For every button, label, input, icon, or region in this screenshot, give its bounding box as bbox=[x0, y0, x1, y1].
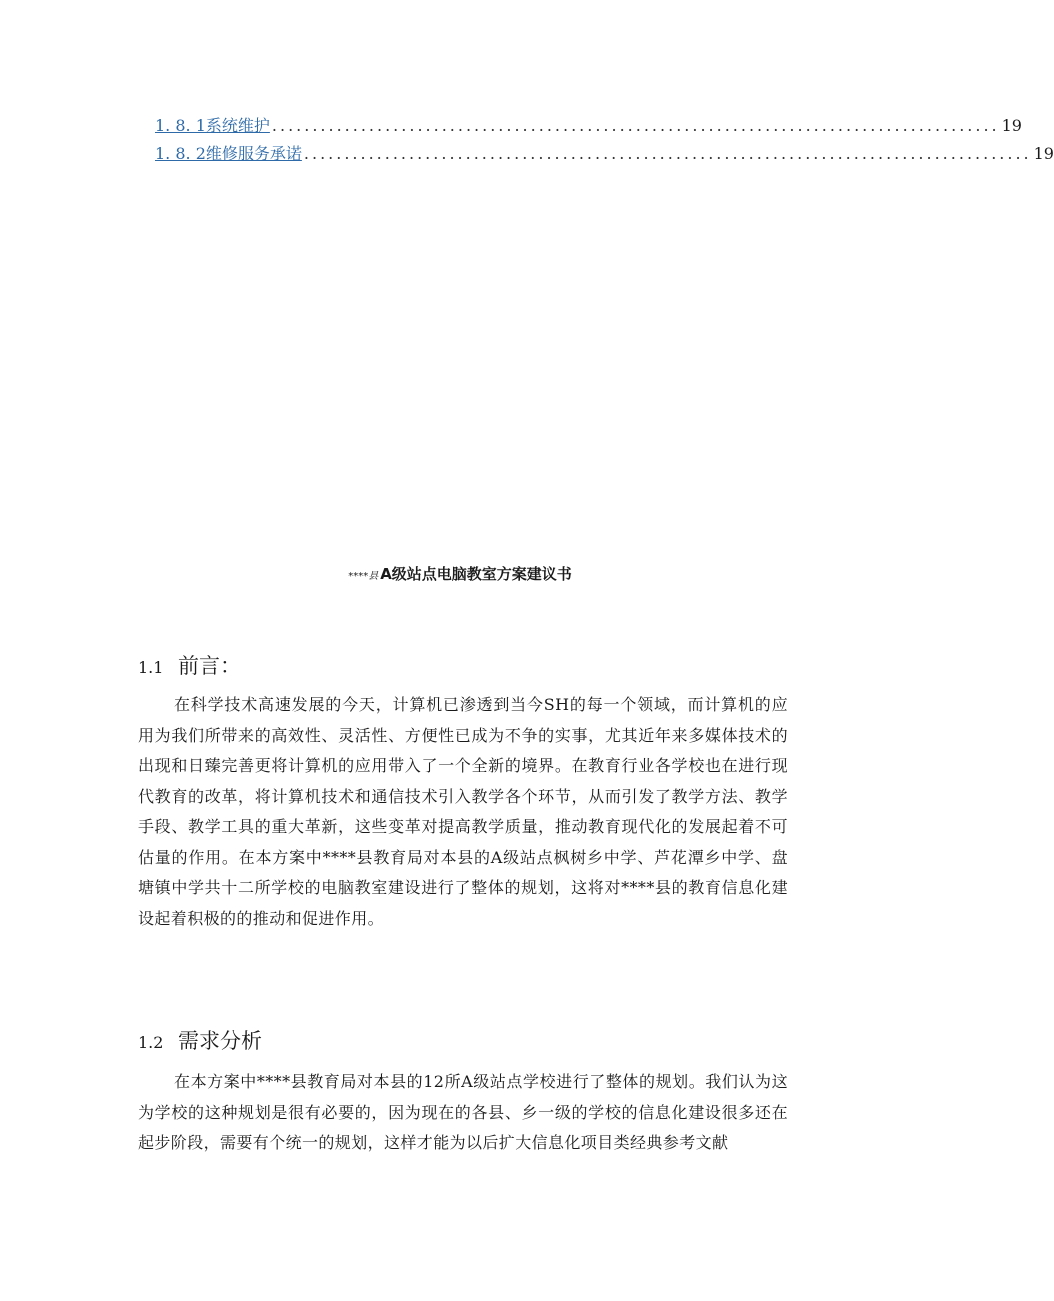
toc-leader-dots: .......................................................................................... bbox=[271, 116, 1000, 135]
table-of-contents bbox=[155, 113, 1054, 169]
section-heading-preface bbox=[138, 650, 241, 680]
requirements-paragraph: 在本方案中****县教育局对本县的12所A级站点学校进行了整体的规划。我们认为这为学校的这种规划是很有必要的，因为现在的各县、乡一级的学校的信息化建设很多还在起步阶段，需要有个统一的规划，这样才能为以后扩大信息化项目类经典参考文献 bbox=[138, 1072, 788, 1152]
toc-page-number: 19 bbox=[1001, 116, 1022, 135]
section-title: 需求分析 bbox=[178, 1029, 262, 1053]
section-number: 1.1 bbox=[138, 658, 164, 677]
toc-link-service-commitment[interactable]: 1. 8. 2维修服务承诺 bbox=[155, 144, 302, 163]
document-title-prefix: ****县 bbox=[348, 571, 379, 582]
section-number: 1.2 bbox=[138, 1033, 164, 1052]
toc-link-system-maintenance[interactable]: 1. 8. 1系统维护 bbox=[155, 116, 270, 135]
section-title: 前言： bbox=[178, 654, 241, 678]
toc-entry[interactable] bbox=[155, 141, 1054, 169]
document-title bbox=[0, 563, 920, 584]
toc-entry[interactable] bbox=[155, 113, 1022, 141]
section-heading-requirements bbox=[138, 1025, 262, 1055]
preface-paragraph: 在科学技术高速发展的今天，计算机已渗透到当今SH的每一个领域，而计算机的应用为我们所带来的高效性、灵活性、方便性已成为不争的实事，尤其近年来多媒体技术的出现和日臻完善更将计算机的应用带入了一个全新的境界。在教育行业各学校也在进行现代教育的改革，将计算机技术和通信技术引入教学各个环节，从而引发了教学方法、教学手段、教学工具的重大革新，这些变革对提高教学质量，推动教育现代化的发展起着不可估量的作用。在本方案中****县教育局对本县的A级站点枫树乡中学、芦花潭乡中学、盘塘镇中学共十二所学校的电脑教室建设进行了整体的规划，这将对****县的教育信息化建设起着积极的的推动和促进作用。 bbox=[138, 695, 788, 928]
toc-page-number: 19 bbox=[1033, 144, 1054, 163]
toc-leader-dots: .......................................................................................... bbox=[303, 144, 1032, 163]
document-title-main: A级站点电脑教室方案建议书 bbox=[380, 565, 572, 583]
